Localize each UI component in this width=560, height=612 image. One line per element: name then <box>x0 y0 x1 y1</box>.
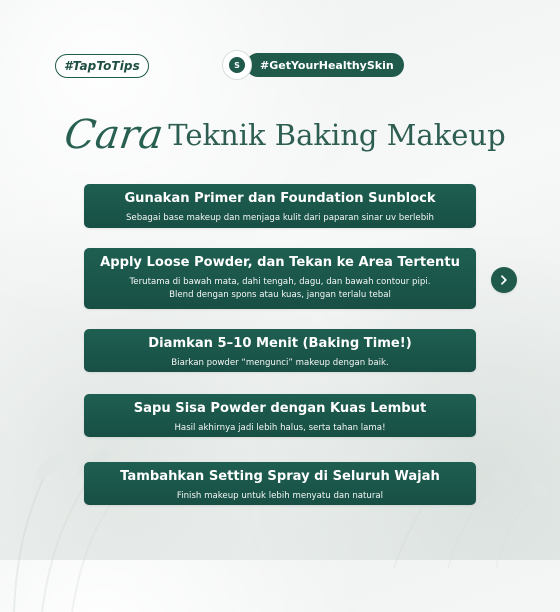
step-4-description: Hasil akhirnya jadi lebih halus, serta tahan lama! <box>174 423 386 434</box>
step-4-title: Sapu Sisa Powder dengan Kuas Lembut <box>133 401 427 416</box>
step-3-description: Biarkan powder “mengunci” makeup dengan baik. <box>171 358 389 369</box>
step-card-2 <box>84 248 476 309</box>
step-2-title: Apply Loose Powder, dan Tekan ke Area Tertentu <box>100 255 460 270</box>
step-2-description-line-2: Blend dengan spons atau kuas, jangan terlalu tebal <box>169 290 391 301</box>
brand-logo <box>222 50 252 80</box>
step-2-description <box>96 276 464 303</box>
title-script: Cara <box>61 112 167 158</box>
step-3-title: Diamkan 5–10 Menit (Baking Time!) <box>148 336 412 351</box>
chevron-right-icon <box>498 274 510 286</box>
brand-logo-text: S <box>234 60 240 70</box>
page-title <box>61 101 506 159</box>
step-1-title: Gunakan Primer dan Foundation Sunblock <box>124 191 436 206</box>
next-slide-button[interactable] <box>491 267 517 293</box>
brand-header <box>222 50 410 80</box>
step-5-title: Tambahkan Setting Spray di Seluruh Wajah <box>120 469 440 484</box>
healthy-skin-tag <box>246 53 404 77</box>
title-main: Teknik Baking Makeup <box>168 118 506 152</box>
brand-logo-icon <box>229 57 245 73</box>
step-card-4 <box>84 394 476 437</box>
step-card-3 <box>84 329 476 372</box>
step-2-description-line-1: Terutama di bawah mata, dahi tengah, dagu, dan bawah contour pipi. <box>129 277 431 288</box>
step-1-description: Sebagai base makeup dan menjaga kulit dari paparan sinar uv berlebih <box>125 213 435 224</box>
tap-to-tips-tag <box>55 54 149 78</box>
tap-to-tips-label: #TapToTips <box>64 59 140 73</box>
step-card-5 <box>84 462 476 505</box>
step-card-1 <box>84 184 476 228</box>
healthy-skin-label: #GetYourHealthySkin <box>260 58 394 72</box>
step-5-description: Finish makeup untuk lebih menyatu dan natural <box>176 491 384 502</box>
